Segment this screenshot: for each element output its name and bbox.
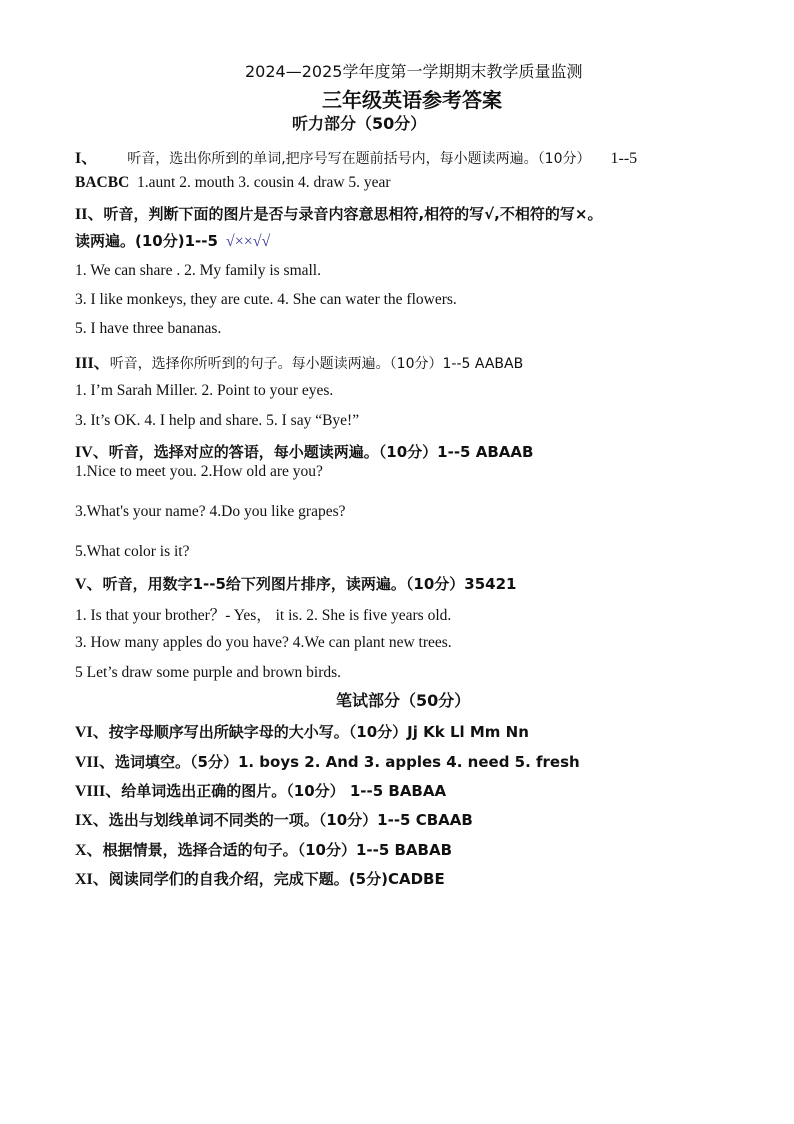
list-item: 1. We can share . 2. My family is small. (75, 262, 321, 279)
section-instruction: 读两遍。(10分)1--5 (75, 232, 218, 250)
list-item: 5. I have three bananas. (75, 320, 222, 337)
section-instruction: 听音，用数字1--5给下列图片排序，读两遍。（10分）35421 (102, 575, 517, 593)
list-item: 5.What color is it? (75, 543, 190, 560)
list-item: 1.Nice to meet you. 2.How old are you? (75, 463, 323, 480)
section-text: 选词填空。（5分）1. boys 2. And 3. apples 4. need 5. fresh (115, 753, 580, 771)
section-number: X、 (75, 842, 103, 859)
exam-header: 2024—2025学年度第一学期期末教学质量监测 (245, 62, 583, 81)
section-3-heading (75, 350, 523, 373)
section-text: 阅读同学们的自我介绍，完成下题。(5分)CADBE (108, 870, 445, 888)
section-2-heading (75, 201, 602, 224)
section-6-line (75, 719, 529, 742)
section-number: IV、 (75, 444, 109, 461)
section-number: V、 (75, 576, 103, 593)
list-item: 3. I like monkeys, they are cute. 4. She can water the flowers. (75, 291, 457, 308)
list-item: 3. It’s OK. 4. I help and share. 5. I say “Bye!” (75, 412, 360, 429)
section-items: 1.aunt 2. mouth 3. cousin 4. draw 5. year (137, 174, 391, 191)
section-7-line (75, 749, 580, 772)
section-8-line (75, 778, 446, 801)
section-5-heading (75, 571, 516, 594)
section-number: III、 (75, 355, 110, 372)
page-title: 三年级英语参考答案 (322, 88, 502, 112)
section-1-answers (75, 174, 391, 192)
list-item: 1. Is that your brother？- Yes， it is. 2. She is five years old. (75, 607, 452, 624)
listening-part-title: 听力部分（50分） (292, 114, 427, 133)
section-instruction: 听音，选出你所到的单词,把序号写在题前括号内，每小题读两遍。（10分） (127, 151, 591, 167)
section-text: 根据情景，选择合适的句子。（10分）1--5 BABAB (102, 841, 453, 859)
section-number: IX、 (75, 812, 109, 829)
list-item: 3.What's your name? 4.Do you like grapes? (75, 503, 346, 520)
section-answer: BACBC (75, 174, 130, 191)
section-9-line (75, 807, 473, 830)
section-number: I、 (75, 150, 98, 167)
section-2-heading-cont (75, 230, 270, 251)
section-number: XI、 (75, 871, 109, 888)
section-1-heading (75, 145, 637, 168)
section-number: VI、 (75, 724, 109, 741)
section-text: 按字母顺序写出所缺字母的大小写。（10分）Jj Kk Ll Mm Nn (108, 723, 529, 741)
section-range: 1--5 (610, 150, 638, 167)
list-item: 3. How many apples do you have? 4.We can plant new trees. (75, 634, 452, 651)
section-number: VIII、 (75, 783, 122, 800)
section-number: VII、 (75, 754, 116, 771)
written-part-title: 笔试部分（50分） (336, 691, 471, 710)
list-item: 5 Let’s draw some purple and brown birds. (75, 664, 342, 681)
section-text: 给单词选出正确的图片。（10分） 1--5 BABAA (121, 782, 447, 800)
section-10-line (75, 837, 452, 860)
section-instruction: 听音，选择对应的答语，每小题读两遍。（10分）1--5 ABAAB (108, 443, 534, 461)
section-number: II、 (75, 206, 104, 223)
list-item: 1. I’m Sarah Miller. 2. Point to your eyes. (75, 382, 334, 399)
section-instruction: 听音，选择你所听到的句子。每小题读两遍。（10分）1--5 AABAB (109, 356, 524, 372)
section-text: 选出与划线单词不同类的一项。（10分）1--5 CBAAB (108, 811, 473, 829)
section-11-line (75, 866, 445, 889)
section-instruction: 听音，判断下面的图片是否与录音内容意思相符,相符的写√,不相符的写×。 (103, 205, 603, 223)
section-answer: √××√√ (225, 233, 271, 250)
section-4-heading (75, 439, 533, 462)
